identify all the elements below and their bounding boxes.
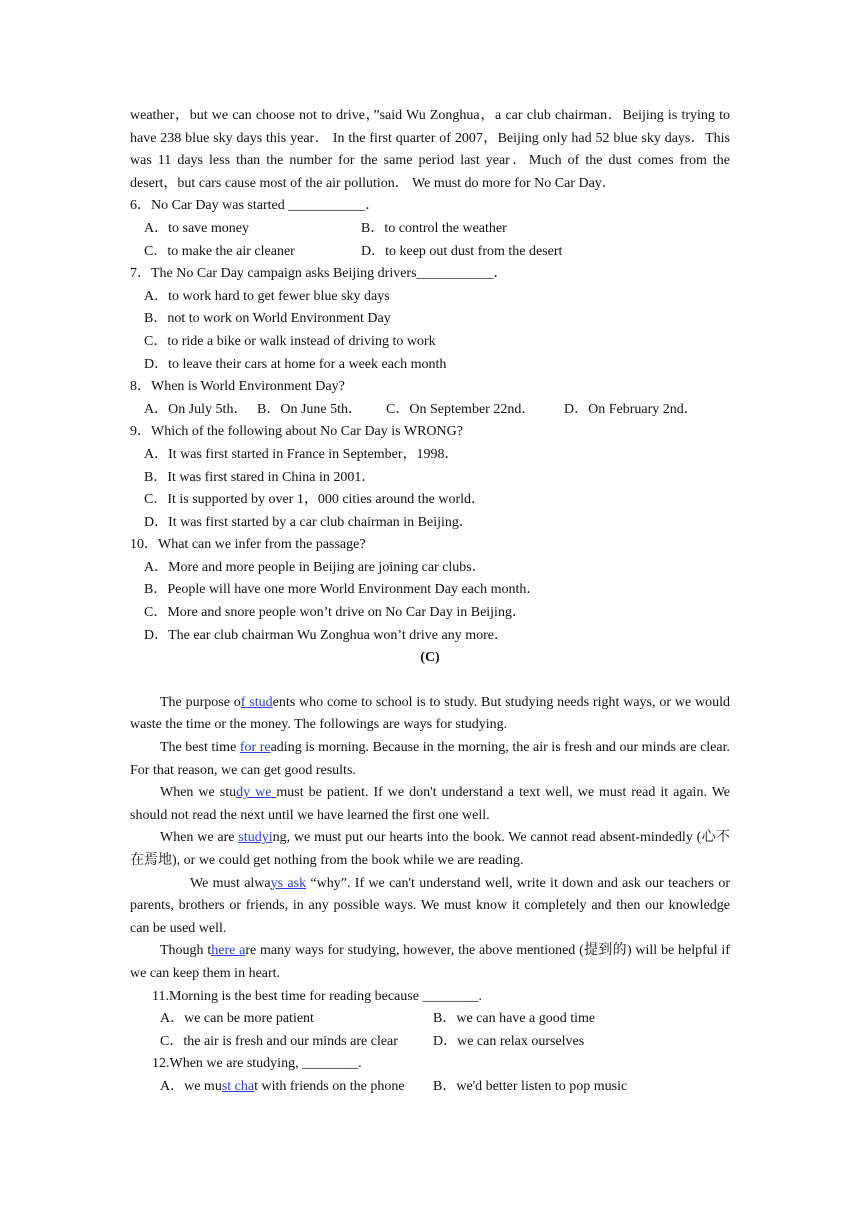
question-8-option-b[interactable]: B．On June 5th． xyxy=(257,401,362,417)
question-8-option-d[interactable]: D．On February 2nd． xyxy=(564,401,698,417)
option-text: t with friends on the phone xyxy=(254,1078,405,1094)
question-6-option-c[interactable]: C．to make the air cleaner xyxy=(144,243,295,259)
section-c-paragraph-6 xyxy=(130,940,730,985)
question-10-option-a[interactable]: A．More and more people in Beijing are joining car clubs． xyxy=(144,559,486,575)
question-11-option-b[interactable]: B．we can have a good time xyxy=(433,1011,596,1027)
question-12-option-a[interactable] xyxy=(160,1076,433,1099)
question-9-option-b[interactable]: B．It was first stared in China in 2001． xyxy=(144,469,376,485)
paragraph-text: The purpose o xyxy=(160,694,241,710)
section-c-paragraph-1 xyxy=(130,692,730,737)
question-11-option-a[interactable]: A．we can be more patient xyxy=(160,1011,314,1027)
hyperlink[interactable]: dy we xyxy=(236,785,277,801)
passage-b-text: weather，but we can choose not to drive，”said Wu Zonghua，a car club chairman．Beijing is trying to have 238 blue sky days this year． In the first quarter of 2007，Beijing only had 52 blue sky days．This was 11 days less than the number for the same period last year．Much of the dust comes from the desert，but cars cause most of the air pollution． We must do more for No Car Day． xyxy=(130,108,730,191)
paragraph-text: ents who come to school is to study. But studying needs right ways, or we would waste the time or the money. The followings are ways for studying. xyxy=(130,694,731,733)
section-c-paragraph-3 xyxy=(130,782,730,827)
question-7-option-a[interactable]: A．to work hard to get fewer blue sky days xyxy=(144,288,390,304)
question-9-option-c[interactable]: C．It is supported by over 1，000 cities around the world． xyxy=(144,492,486,508)
paragraph-text: ading is morning. Because in the morning, the air is fresh and our minds are clear. For that reason, we can get good results. xyxy=(130,740,731,778)
question-10-option-c[interactable]: C．More and snore people won’t drive on No Car Day in Beijing． xyxy=(144,605,526,621)
question-7-stem: 7．The No Car Day campaign asks Beijing drivers___________． xyxy=(130,266,508,282)
paragraph-text: ng, we must put our hearts into the book. We cannot read absent-mindedly (心不在焉地), or we could get nothing from the book while we are reading. xyxy=(130,830,730,868)
question-12-option-b[interactable]: B．we'd better listen to pop music xyxy=(433,1078,628,1094)
paragraph-text: Though t xyxy=(160,943,212,959)
question-11-option-c[interactable]: C．the air is fresh and our minds are clear xyxy=(160,1033,398,1049)
question-9-stem: 9．Which of the following about No Car Day is WRONG? xyxy=(130,424,463,440)
section-c-title: (C) xyxy=(420,650,440,666)
hyperlink[interactable]: for re xyxy=(239,740,271,756)
question-11-option-d[interactable]: D．we can relax ourselves xyxy=(433,1033,585,1049)
paragraph-text: re many ways for studying, however, the above mentioned (提到的) will be helpful if we can keep them in heart. xyxy=(130,943,730,981)
question-6-stem: 6．No Car Day was started ___________． xyxy=(130,198,380,214)
paragraph-text: When we stu xyxy=(160,785,237,801)
question-10-option-b[interactable]: B．People will have one more World Environment Day each month． xyxy=(144,582,541,598)
question-7-option-d[interactable]: D．to leave their cars at home for a week each month xyxy=(144,356,447,372)
question-8-option-c[interactable]: C．On September 22nd． xyxy=(386,401,536,417)
paragraph-text: We must alwa xyxy=(190,875,271,891)
hyperlink[interactable]: ys ask xyxy=(270,875,307,891)
question-8-options xyxy=(130,399,730,422)
question-12-options-row-1 xyxy=(130,1076,730,1099)
question-11-stem: 11.Morning is the best time for reading because ________. xyxy=(152,988,482,1004)
question-12-stem: 12.When we are studying, ________. xyxy=(152,1056,362,1072)
question-8-stem: 8．When is World Environment Day? xyxy=(130,379,345,395)
paragraph-text: “why”. If we can't understand well, write it down and ask our teachers or parents, brothers or friends, in any possible ways. We must know it completely and then our knowledge can be used well. xyxy=(130,875,730,936)
paragraph-text: must be patient. If we don't understand a text well, we must read it again. We should not read the next until we have learned the first one well. xyxy=(130,785,731,823)
paragraph-text: The best time xyxy=(160,740,240,756)
hyperlink[interactable]: f stud xyxy=(240,694,273,710)
section-c-paragraph-4 xyxy=(130,827,730,872)
paragraph-text: When we are xyxy=(160,830,239,846)
section-c-paragraph-2 xyxy=(130,737,730,782)
question-7-option-b[interactable]: B．not to work on World Environment Day xyxy=(144,311,391,327)
option-text: A．we mu xyxy=(160,1078,222,1094)
question-6-option-d[interactable]: D．to keep out dust from the desert xyxy=(361,243,563,259)
document-page xyxy=(130,105,730,1099)
section-c-paragraph-5 xyxy=(130,873,730,941)
question-10-option-d[interactable]: D．The ear club chairman Wu Zonghua won’t drive any more． xyxy=(144,627,508,643)
question-6-options-row-2 xyxy=(130,241,730,264)
hyperlink[interactable]: studyi xyxy=(238,830,273,846)
question-8-option-a[interactable]: A．On July 5th． xyxy=(144,401,248,417)
question-9-option-d[interactable]: D．It was first started by a car club chairman in Beijing． xyxy=(144,514,473,530)
question-6-options-row-1 xyxy=(130,218,730,241)
hyperlink[interactable]: here a xyxy=(211,943,246,959)
question-7-option-c[interactable]: C．to ride a bike or walk instead of driving to work xyxy=(144,333,436,349)
question-11-options-row-2 xyxy=(130,1031,730,1054)
hyperlink[interactable]: st cha xyxy=(221,1078,255,1094)
question-9-option-a[interactable]: A．It was first started in France in September，1998． xyxy=(144,446,459,462)
question-6-option-a[interactable]: A．to save money xyxy=(144,220,249,236)
question-11-options-row-1 xyxy=(130,1008,730,1031)
question-10-stem: 10．What can we infer from the passage? xyxy=(130,537,366,553)
question-6-option-b[interactable]: B．to control the weather xyxy=(361,220,507,236)
